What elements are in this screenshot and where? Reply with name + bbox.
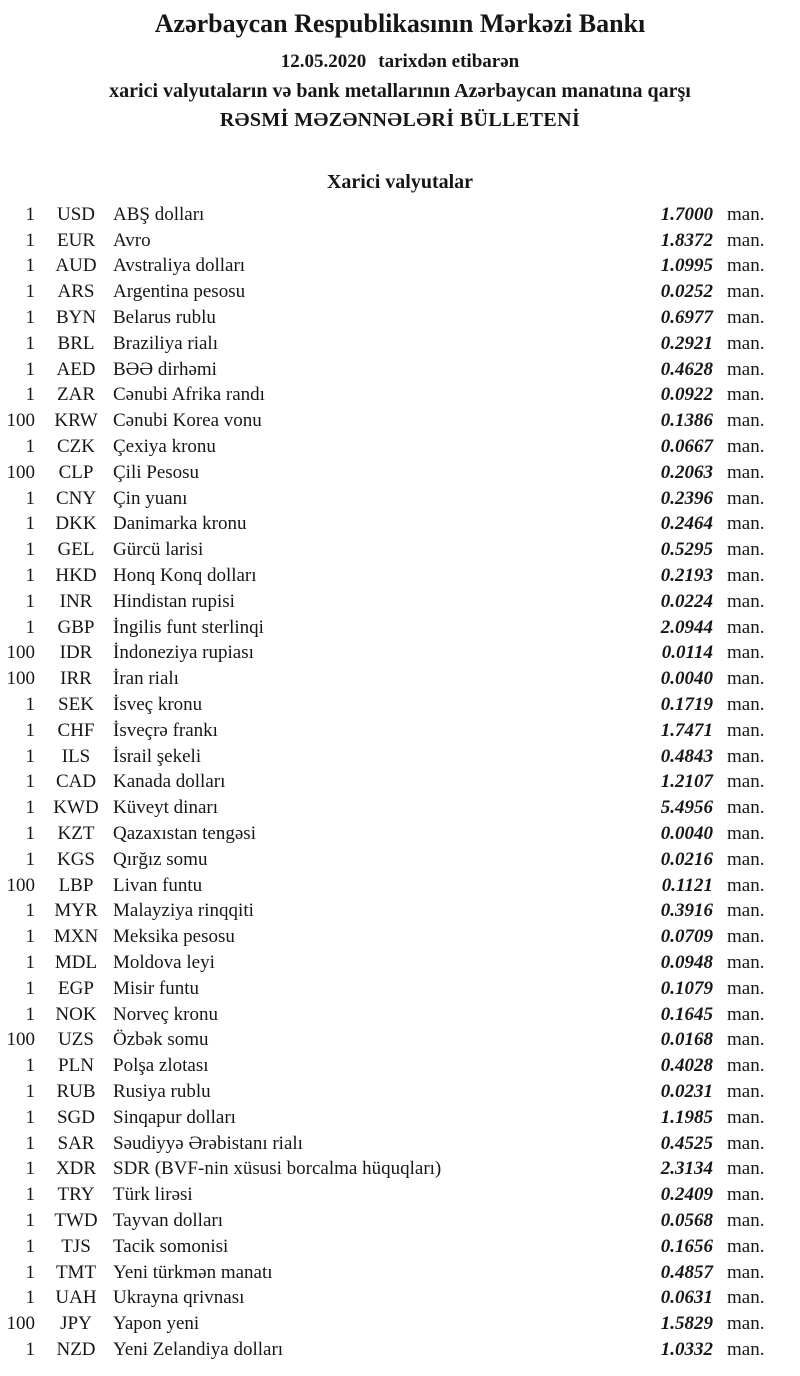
currency-quantity: 1 (25, 1261, 35, 1283)
currency-code: UZS (58, 1029, 94, 1051)
currency-rate: 0.2409 (660, 1184, 713, 1206)
currency-quantity: 100 (6, 410, 35, 432)
currency-code: USD (56, 203, 95, 225)
currency-name: Yapon yeni (113, 1313, 200, 1335)
currency-unit: man. (727, 1235, 765, 1257)
currency-name: Özbək somu (113, 1029, 209, 1051)
currency-rate: 0.0040 (660, 823, 713, 844)
currency-name: Sinqapur dolları (113, 1106, 236, 1128)
table-row (0, 976, 800, 1002)
currency-rate: 0.5295 (660, 539, 713, 561)
currency-rate: 1.0995 (660, 255, 713, 277)
currency-code: CZK (57, 436, 95, 458)
currency-rate: 0.4843 (660, 745, 713, 767)
currency-quantity: 100 (6, 668, 35, 690)
currency-rate: 0.4857 (660, 1261, 713, 1283)
effective-date-suffix: tarixdən etibarən (378, 51, 520, 73)
currency-name: Rusiya rublu (113, 1080, 211, 1102)
currency-rate: 0.1656 (660, 1235, 713, 1257)
currency-name: Yeni Zelandiya dolları (113, 1338, 284, 1360)
table-row (0, 899, 800, 925)
currency-unit: man. (727, 384, 765, 406)
currency-code: NOK (55, 1003, 97, 1025)
currency-rate: 0.0568 (660, 1209, 713, 1231)
currency-quantity: 1 (25, 1055, 35, 1077)
currency-unit: man. (727, 539, 765, 561)
currency-quantity: 1 (25, 900, 35, 922)
currency-code: ZAR (57, 384, 95, 406)
currency-rate: 0.1386 (660, 410, 713, 432)
currency-name: Tacik somonisi (113, 1235, 229, 1257)
currency-unit: man. (727, 616, 765, 638)
currency-unit: man. (727, 951, 765, 973)
currency-rate: 2.0944 (660, 616, 713, 638)
currency-code: MDL (54, 951, 98, 973)
currency-rate: 0.0216 (660, 848, 713, 870)
currency-name: Yeni türkmən manatı (113, 1261, 273, 1283)
currency-unit: man. (727, 565, 765, 587)
currency-unit: man. (727, 1055, 765, 1077)
currency-unit: man. (727, 332, 765, 354)
table-row (0, 692, 800, 718)
currency-quantity: 1 (25, 1235, 35, 1257)
currency-unit: man. (727, 487, 765, 509)
currency-rate: 0.2464 (660, 513, 713, 535)
currency-name: Çexiya kronu (113, 436, 216, 458)
table-row (0, 1079, 800, 1105)
currency-code: GEL (57, 539, 95, 561)
table-row (0, 1234, 800, 1260)
table-row (0, 408, 800, 434)
currency-unit: man. (727, 410, 765, 432)
currency-rate: 0.1079 (660, 977, 713, 999)
currency-name: Danimarka kronu (113, 513, 247, 535)
currency-name: Qazaxıstan tengəsi (113, 823, 256, 844)
currency-rate: 0.0252 (660, 281, 713, 303)
table-row (0, 357, 800, 383)
currency-unit: man. (727, 668, 765, 690)
table-row (0, 1182, 800, 1208)
currency-unit: man. (727, 358, 765, 380)
currency-name: Ukrayna qrivnası (113, 1287, 245, 1309)
currency-name: Çili Pesosu (113, 461, 200, 483)
currency-code: GBP (57, 616, 95, 638)
currency-code: CLP (58, 461, 94, 483)
currency-name: Braziliya rialı (113, 332, 218, 354)
currency-code: EUR (57, 229, 95, 251)
currency-unit: man. (727, 255, 765, 277)
table-row (0, 950, 800, 976)
table-row (0, 1053, 800, 1079)
effective-date: 12.05.2020 (280, 51, 367, 73)
currency-name: Malayziya rinqqiti (113, 900, 254, 922)
currency-unit: man. (727, 307, 765, 329)
currency-quantity: 100 (6, 461, 35, 483)
currency-unit: man. (727, 745, 765, 767)
currency-unit: man. (727, 1287, 765, 1309)
table-row (0, 770, 800, 796)
currency-code: KWD (53, 797, 99, 819)
currency-code: KRW (54, 410, 98, 432)
currency-name: Polşa zlotası (113, 1055, 209, 1077)
currency-quantity: 1 (25, 977, 35, 999)
currency-quantity: 1 (25, 1158, 35, 1180)
currency-name: Küveyt dinarı (113, 797, 219, 819)
currency-unit: man. (727, 513, 765, 535)
currency-code: HKD (55, 565, 97, 587)
currency-quantity: 1 (25, 1106, 35, 1128)
currency-rate: 0.0231 (660, 1080, 713, 1102)
currency-name: BƏƏ dirhəmi (113, 358, 217, 380)
currency-rate: 0.4628 (660, 358, 713, 380)
currency-unit: man. (727, 281, 765, 303)
table-row (0, 460, 800, 486)
currency-code: DKK (55, 513, 97, 535)
currency-rate: 1.2107 (660, 771, 713, 793)
currency-name: Çin yuanı (113, 487, 188, 509)
currency-code: XDR (55, 1158, 97, 1180)
currency-code: BRL (57, 332, 95, 354)
table-row (0, 305, 800, 331)
currency-code: BYN (55, 307, 97, 329)
currency-unit: man. (727, 926, 765, 948)
currency-name: Cənubi Afrika randı (113, 384, 265, 406)
currency-rate: 5.4956 (660, 797, 713, 819)
currency-unit: man. (727, 436, 765, 458)
currency-code: IRR (60, 668, 92, 690)
table-row (0, 1156, 800, 1182)
currency-quantity: 1 (25, 719, 35, 741)
table-row (0, 589, 800, 615)
currency-code: ILS (61, 745, 91, 767)
currency-name: Argentina pesosu (113, 281, 246, 303)
currency-name: İsveç kronu (113, 694, 203, 716)
table-row (0, 331, 800, 357)
table-row (0, 1311, 800, 1337)
currency-quantity: 1 (25, 951, 35, 973)
currency-name: Misir funtu (113, 977, 200, 999)
currency-code: TWD (54, 1209, 98, 1231)
currency-unit: man. (727, 874, 765, 896)
currency-code: SAR (57, 1132, 95, 1154)
bulletin-header (0, 0, 800, 132)
currency-quantity: 1 (25, 384, 35, 406)
currency-unit: man. (727, 900, 765, 922)
table-row (0, 1337, 800, 1363)
currency-quantity: 1 (25, 513, 35, 535)
currency-code: NZD (56, 1338, 96, 1360)
table-row (0, 641, 800, 667)
table-row (0, 666, 800, 692)
currency-rate: 0.0631 (660, 1287, 713, 1309)
currency-code: ARS (57, 281, 95, 303)
currency-rate: 0.1121 (661, 874, 713, 896)
currency-code: MXN (53, 926, 99, 948)
table-row (0, 924, 800, 950)
currency-code: LBP (58, 874, 94, 896)
currency-quantity: 1 (25, 771, 35, 793)
table-row (0, 873, 800, 899)
currency-name: Kanada dolları (113, 771, 226, 793)
currency-quantity: 1 (25, 332, 35, 354)
currency-code: AED (56, 358, 96, 380)
currency-unit: man. (727, 977, 765, 999)
currency-rate: 1.7471 (660, 719, 713, 741)
currency-quantity: 1 (25, 1338, 35, 1360)
subject-line: xarici valyutaların və bank metallarının Azərbaycan manatına qarşı (109, 79, 691, 102)
currency-name: Belarus rublu (113, 307, 216, 329)
table-row (0, 744, 800, 770)
currency-quantity: 1 (25, 565, 35, 587)
currency-rate: 0.0224 (660, 590, 713, 612)
currency-rate: 0.1645 (660, 1003, 713, 1025)
currency-quantity: 1 (25, 229, 35, 251)
currency-name: Cənubi Korea vonu (113, 410, 262, 432)
currency-unit: man. (727, 1003, 765, 1025)
currency-quantity: 1 (25, 1080, 35, 1102)
table-row (0, 434, 800, 460)
currency-rate: 0.0709 (660, 926, 713, 948)
currency-rate: 0.0168 (660, 1029, 713, 1051)
currency-quantity: 1 (25, 539, 35, 561)
currency-unit: man. (727, 771, 765, 793)
currency-name: İndoneziya rupiası (113, 642, 254, 664)
currency-name: Qırğız somu (113, 848, 208, 870)
currency-quantity: 1 (25, 281, 35, 303)
currency-quantity: 1 (25, 797, 35, 819)
currency-code: CAD (55, 771, 97, 793)
currency-name: Honq Konq dolları (113, 565, 257, 587)
currency-table (0, 202, 800, 1363)
currency-code: AUD (55, 255, 97, 277)
currency-unit: man. (727, 1261, 765, 1283)
currency-rate: 0.2193 (660, 565, 713, 587)
currency-rate: 1.5829 (660, 1313, 713, 1335)
currency-unit: man. (727, 1313, 765, 1335)
currency-quantity: 1 (25, 694, 35, 716)
currency-code: MYR (54, 900, 98, 922)
currency-rate: 1.7000 (660, 203, 713, 225)
currency-quantity: 100 (6, 642, 35, 664)
currency-name: Meksika pesosu (113, 926, 235, 948)
currency-code: KGS (56, 848, 95, 870)
currency-quantity: 100 (6, 874, 35, 896)
currency-unit: man. (727, 797, 765, 819)
table-row (0, 254, 800, 280)
currency-rate: 0.3916 (660, 900, 713, 922)
bulletin-title: RƏSMİ MƏZƏNNƏLƏRİ BÜLLETENİ (219, 108, 581, 131)
currency-rate: 0.6977 (660, 307, 713, 329)
currency-code: EGP (58, 977, 94, 999)
currency-name: ABŞ dolları (113, 203, 205, 225)
currency-rate: 2.3134 (660, 1158, 713, 1180)
table-row (0, 1260, 800, 1286)
currency-name: İran rialı (113, 668, 179, 690)
currency-unit: man. (727, 1209, 765, 1231)
currency-quantity: 1 (25, 307, 35, 329)
table-row (0, 279, 800, 305)
currency-unit: man. (727, 1158, 765, 1180)
currency-name: İsrail şekeli (113, 745, 202, 767)
table-row (0, 563, 800, 589)
currency-unit: man. (727, 461, 765, 483)
currency-code: UAH (55, 1287, 97, 1309)
currency-unit: man. (727, 694, 765, 716)
table-row (0, 1208, 800, 1234)
currency-unit: man. (727, 1132, 765, 1154)
currency-quantity: 1 (25, 255, 35, 277)
currency-quantity: 1 (25, 1003, 35, 1025)
currency-quantity: 100 (6, 1313, 35, 1335)
table-row (0, 1131, 800, 1157)
currency-code: RUB (56, 1080, 96, 1102)
currency-quantity: 1 (25, 358, 35, 380)
currency-quantity: 1 (25, 487, 35, 509)
currency-quantity: 1 (25, 823, 35, 844)
currency-code: KZT (57, 823, 95, 844)
currency-quantity: 1 (25, 1287, 35, 1309)
currency-quantity: 1 (25, 926, 35, 948)
currency-code: TRY (57, 1184, 95, 1206)
currency-rate: 0.0040 (660, 668, 713, 690)
currency-rate: 0.1719 (660, 694, 713, 716)
currency-unit: man. (727, 1080, 765, 1102)
table-row (0, 1285, 800, 1311)
currency-quantity: 100 (6, 1029, 35, 1051)
currency-quantity: 1 (25, 745, 35, 767)
currency-name: İngilis funt sterlinqi (113, 616, 264, 638)
table-row (0, 718, 800, 744)
currency-code: CNY (55, 487, 97, 509)
currency-name: Tayvan dolları (113, 1209, 223, 1231)
currency-rate: 0.4525 (660, 1132, 713, 1154)
currency-quantity: 1 (25, 616, 35, 638)
currency-rate: 0.4028 (660, 1055, 713, 1077)
currency-unit: man. (727, 229, 765, 251)
currency-rate: 0.2921 (660, 332, 713, 354)
currency-code: TJS (61, 1235, 91, 1257)
table-row (0, 1105, 800, 1131)
currency-rate: 0.0114 (661, 642, 713, 664)
currency-name: İsveçrə frankı (113, 719, 218, 741)
currency-code: INR (59, 590, 93, 612)
currency-code: CHF (57, 719, 95, 741)
currency-name: SDR (BVF-nin xüsusi borcalma hüquqları) (113, 1158, 442, 1180)
currency-name: Hindistan rupisi (113, 590, 235, 612)
currency-rate: 1.0332 (660, 1338, 713, 1360)
table-row (0, 1002, 800, 1028)
section-title-foreign-currencies: Xarici valyutalar (326, 170, 474, 193)
currency-rate: 1.8372 (660, 229, 713, 251)
currency-code: JPY (60, 1313, 92, 1335)
currency-unit: man. (727, 590, 765, 612)
currency-rate: 0.2063 (660, 461, 713, 483)
currency-rate: 0.0667 (660, 436, 713, 458)
currency-unit: man. (727, 1338, 765, 1360)
currency-name: Avro (113, 229, 151, 251)
currency-code: PLN (58, 1055, 94, 1077)
currency-code: TMT (55, 1261, 97, 1283)
currency-quantity: 1 (25, 436, 35, 458)
currency-name: Səudiyyə Ərəbistanı rialı (113, 1132, 303, 1154)
table-row (0, 1027, 800, 1053)
table-row (0, 202, 800, 228)
currency-name: Avstraliya dolları (113, 255, 246, 277)
currency-quantity: 1 (25, 848, 35, 870)
currency-unit: man. (727, 1184, 765, 1206)
currency-rate: 0.2396 (660, 487, 713, 509)
currency-name: Gürcü larisi (113, 539, 204, 561)
currency-unit: man. (727, 203, 765, 225)
currency-quantity: 1 (25, 1132, 35, 1154)
currency-name: Norveç kronu (113, 1003, 218, 1025)
currency-unit: man. (727, 1029, 765, 1051)
currency-rate: 0.0922 (660, 384, 713, 406)
table-row (0, 486, 800, 512)
currency-name: Türk lirəsi (113, 1184, 193, 1206)
currency-rate: 0.0948 (660, 951, 713, 973)
table-row (0, 821, 800, 847)
table-row (0, 847, 800, 873)
currency-name: Moldova leyi (113, 951, 215, 973)
currency-quantity: 1 (25, 203, 35, 225)
currency-unit: man. (727, 848, 765, 870)
table-row (0, 537, 800, 563)
table-row (0, 228, 800, 254)
currency-unit: man. (727, 719, 765, 741)
bank-name: Azərbaycan Respublikasının Mərkəzi Bankı (154, 9, 646, 38)
currency-code: SGD (56, 1106, 95, 1128)
currency-quantity: 1 (25, 1209, 35, 1231)
currency-quantity: 1 (25, 590, 35, 612)
table-row (0, 512, 800, 538)
currency-code: IDR (59, 642, 93, 664)
currency-unit: man. (727, 823, 765, 844)
table-row (0, 615, 800, 641)
table-row (0, 383, 800, 409)
table-row (0, 795, 800, 821)
currency-rate: 1.1985 (660, 1106, 713, 1128)
currency-quantity: 1 (25, 1184, 35, 1206)
currency-unit: man. (727, 642, 765, 664)
currency-name: Livan funtu (113, 874, 203, 896)
currency-code: SEK (58, 694, 94, 716)
effective-date-line (0, 51, 800, 74)
currency-unit: man. (727, 1106, 765, 1128)
